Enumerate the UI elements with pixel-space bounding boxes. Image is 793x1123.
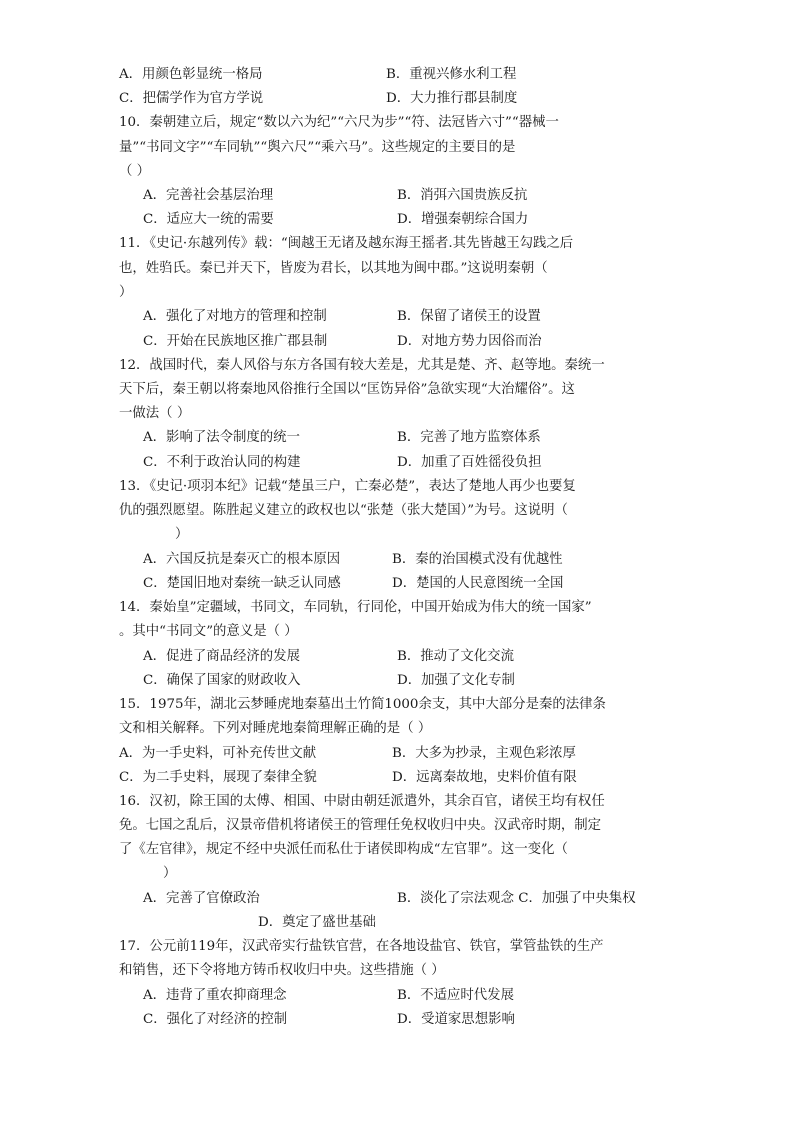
q14-stem-line1: 14．秦始皇”定疆域，书同文，车同轨，行同伦，中国开始成为伟大的统一国家”: [119, 600, 592, 615]
q10-option-a: A．完善社会基层治理: [143, 188, 274, 203]
q15-option-a: A．为一手史料，可补充传世文献: [119, 746, 317, 761]
q10-option-b: B．消弭六国贵族反抗: [397, 188, 528, 203]
q12-option-b: B．完善了地方监察体系: [397, 430, 541, 445]
q11-answer-blank: ）: [119, 285, 133, 300]
q9-option-a: A．用颜色彰显统一格局: [119, 67, 263, 82]
q16-option-d: D．奠定了盛世基础: [258, 915, 376, 930]
q15-option-b: B．大多为抄录，主观色彩浓厚: [392, 746, 576, 761]
q15-stem-line2: 文和相关解释。下列对睡虎地秦简理解正确的是（ ）: [119, 721, 432, 736]
q15-option-d: D．远离秦故地，史料价值有限: [392, 770, 577, 785]
q9-option-d: D．大力推行郡县制度: [386, 91, 518, 106]
q16-stem-line1: 16．汉初，除王国的太傅、相国、中尉由朝廷派遣外，其余百官，诸侯王均有权任: [119, 794, 605, 809]
q15-option-c: C．为二手史料，展现了秦律全貌: [119, 770, 317, 785]
q10-option-d: D．增强秦朝综合国力: [397, 212, 529, 227]
q16-stem-line3: 了《左官律》，规定不经中央派任而私仕于诸侯即构成“左官罪”。这一变化（: [119, 842, 568, 857]
q14-stem-line2: 。其中“书同文”的意义是（ ）: [119, 624, 298, 639]
q12-option-a: A．影响了法令制度的统一: [143, 430, 300, 445]
q11-stem-line2: 也，姓驺氏。秦已并天下，皆废为君长，以其地为闽中郡。”这说明秦朝（: [119, 261, 548, 276]
q16-answer-blank: ）: [163, 866, 177, 881]
q14-option-d: D．加强了文化专制: [397, 673, 515, 688]
q13-option-a: A．六国反抗是秦灭亡的根本原因: [143, 552, 341, 567]
q12-stem-line1: 12．战国时代，秦人风俗与东方各国有较大差是，尤其是楚、齐、赵等地。秦统一: [119, 358, 605, 373]
q10-answer-blank: （ ）: [119, 164, 151, 179]
q12-option-d: D．加重了百姓徭役负担: [397, 455, 542, 470]
q12-stem-line3: 一做法（ ）: [119, 406, 191, 421]
q11-option-c: C．开始在民族地区推广郡县制: [143, 334, 328, 349]
q13-option-c: C．楚国旧地对秦统一缺乏认同感: [143, 576, 341, 591]
q14-option-c: C．确保了国家的财政收入: [143, 673, 301, 688]
q11-option-d: D．对地方势力因俗而治: [397, 334, 542, 349]
q9-option-b: B．重视兴修水利工程: [386, 67, 517, 82]
q15-stem-line1: 15．1975年，湖北云梦睡虎地秦墓出土竹简1000余支，其中大部分是秦的法律条: [119, 697, 606, 712]
q13-option-d: D．楚国的人民意图统一全国: [392, 576, 564, 591]
q11-option-b: B．保留了诸侯王的设置: [397, 309, 541, 324]
q17-stem-line2: 和销售，还下令将地方铸币权收归中央。这些措施（ ）: [119, 963, 445, 978]
q14-option-b: B．推动了文化交流: [397, 649, 514, 664]
q12-option-c: C．不利于政治认同的构建: [143, 455, 301, 470]
q16-stem-line2: 免。七国之乱后，汉景帝借机将诸侯王的管理任免权收归中央。汉武帝时期，制定: [119, 818, 602, 833]
q10-option-c: C．适应大一统的需要: [143, 212, 274, 227]
q17-stem-line1: 17．公元前119年，汉武帝实行盐铁官营，在各地设盐官、铁官，掌管盐铁的生产: [119, 939, 604, 954]
q14-option-a: A．促进了商品经济的发展: [143, 649, 300, 664]
q17-option-c: C．强化了对经济的控制: [143, 1012, 288, 1027]
q13-answer-blank: ）: [175, 527, 189, 542]
q10-stem-line1: 10．秦朝建立后，规定“数以六为纪”“六尺为步”“符、法冠皆六寸”“器械一: [119, 115, 559, 130]
q11-option-a: A．强化了对地方的管理和控制: [143, 309, 327, 324]
q17-option-d: D．受道家思想影响: [397, 1012, 515, 1027]
q16-option-a: A．完善了官僚政治: [143, 891, 260, 906]
q11-stem-line1: 11．《史记·东越列传》载：“闽越王无诸及越东海王摇者.其先皆越王勾践之后: [119, 236, 574, 251]
q9-option-c: C．把儒学作为官方学说: [119, 91, 264, 106]
q16-option-bc: B．淡化了宗法观念 C．加强了中央集权: [397, 891, 636, 906]
q12-stem-line2: 天下后，秦王朝以将秦地风俗推行全国以“匡饬异俗”急欲实现“大治耀俗”。这: [119, 382, 575, 397]
q13-stem-line1: 13．《史记·项羽本纪》记载“楚虽三户，亡秦必楚”，表达了楚地人再少也要复: [119, 479, 576, 494]
q10-stem-line2: 量”“书同文字”“车同轨”“舆六尺”“乘六马”。这些规定的主要目的是: [119, 140, 516, 155]
q13-stem-line2: 仇的强烈愿望。陈胜起义建立的政权也以“张楚（张大楚国）”为号。这说明（: [119, 503, 568, 518]
q17-option-b: B．不适应时代发展: [397, 988, 514, 1003]
q13-option-b: B．秦的治国模式没有优越性: [392, 552, 563, 567]
q17-option-a: A．违背了重农抑商理念: [143, 988, 287, 1003]
